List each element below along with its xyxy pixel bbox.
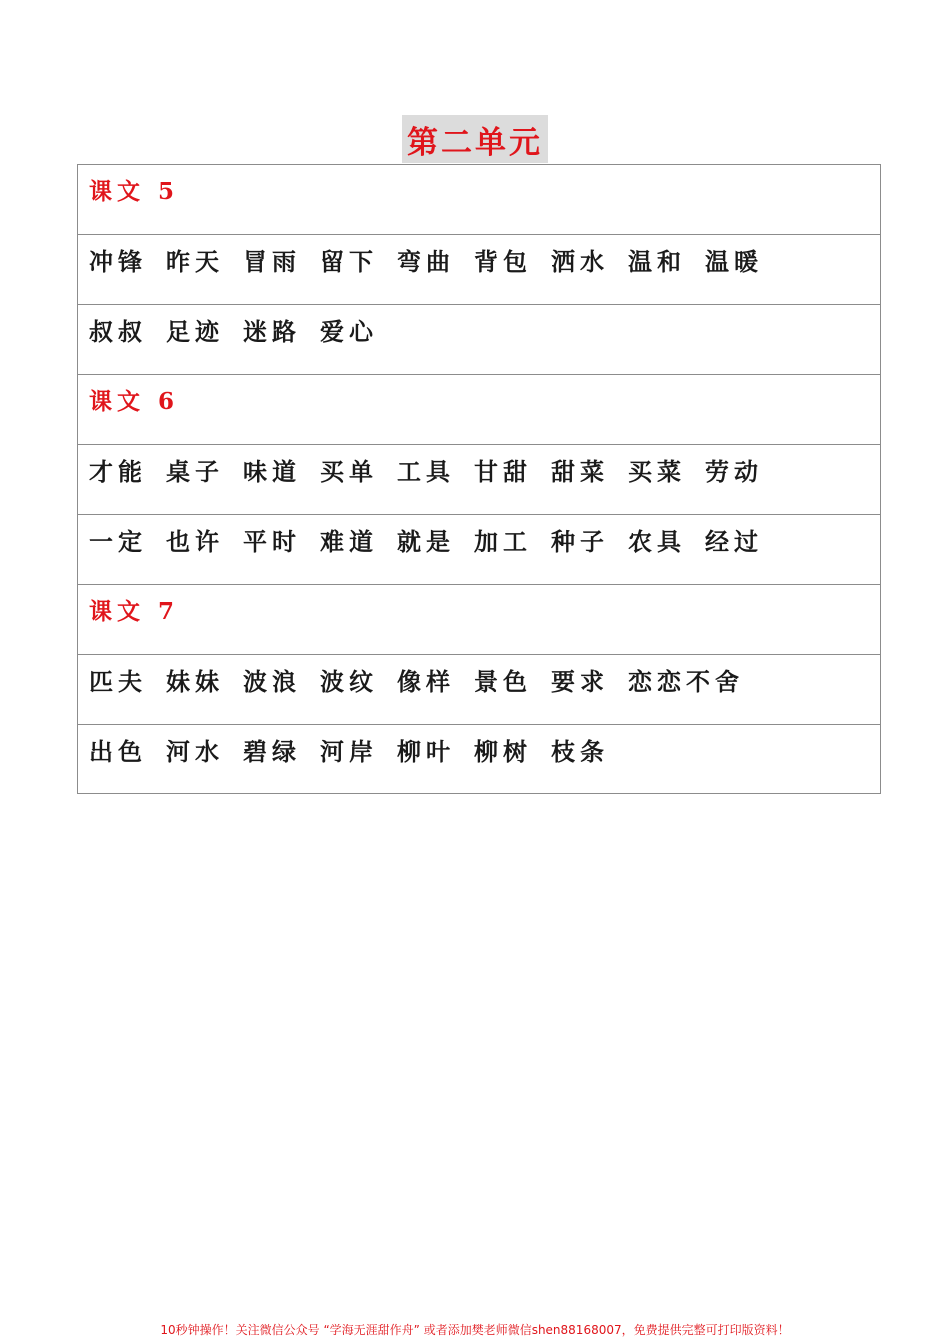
word-list xyxy=(89,247,782,277)
word: 味道 xyxy=(243,458,301,486)
footer-promo-text: 10秒钟操作！关注微信公众号 “学海无涯甜作舟” 或者添加樊老师微信shen88168007，免费提供完整可打印版资料！ xyxy=(160,1323,790,1337)
word: 要求 xyxy=(551,668,609,696)
word: 一定 xyxy=(89,528,147,556)
word: 昨天 xyxy=(166,248,224,276)
word: 温暖 xyxy=(705,248,763,276)
lesson-label: 课文 7 xyxy=(89,598,180,625)
word: 迷路 xyxy=(243,318,301,346)
word: 爱心 xyxy=(320,318,378,346)
word-list xyxy=(89,667,763,697)
word-list xyxy=(89,457,782,487)
word: 恋恋不舍 xyxy=(628,668,744,696)
word: 足迹 xyxy=(166,318,224,346)
word-list xyxy=(89,737,628,767)
word: 买菜 xyxy=(628,458,686,486)
word: 枝条 xyxy=(551,738,609,766)
word: 河岸 xyxy=(320,738,378,766)
unit-title-box xyxy=(402,115,548,163)
word-row xyxy=(78,655,880,725)
word: 洒水 xyxy=(551,248,609,276)
word: 波浪 xyxy=(243,668,301,696)
lesson-label: 课文 6 xyxy=(89,388,180,415)
word: 平时 xyxy=(243,528,301,556)
word: 甜菜 xyxy=(551,458,609,486)
word: 就是 xyxy=(397,528,455,556)
word-row xyxy=(78,725,880,795)
word: 冲锋 xyxy=(89,248,147,276)
word: 弯曲 xyxy=(397,248,455,276)
lesson-header-row xyxy=(78,585,880,655)
word: 背包 xyxy=(474,248,532,276)
word: 也许 xyxy=(166,528,224,556)
word: 出色 xyxy=(89,738,147,766)
word: 妹妹 xyxy=(166,668,224,696)
word: 劳动 xyxy=(705,458,763,486)
word: 难道 xyxy=(320,528,378,556)
word: 工具 xyxy=(397,458,455,486)
word: 留下 xyxy=(320,248,378,276)
word: 像样 xyxy=(397,668,455,696)
word: 碧绿 xyxy=(243,738,301,766)
word: 温和 xyxy=(628,248,686,276)
word: 加工 xyxy=(474,528,532,556)
word: 经过 xyxy=(705,528,763,556)
unit-title: 第二单元 xyxy=(407,124,543,161)
word: 种子 xyxy=(551,528,609,556)
word-row xyxy=(78,235,880,305)
word-row xyxy=(78,305,880,375)
word: 匹夫 xyxy=(89,668,147,696)
word: 柳树 xyxy=(474,738,532,766)
word: 甘甜 xyxy=(474,458,532,486)
word: 柳叶 xyxy=(397,738,455,766)
word: 冒雨 xyxy=(243,248,301,276)
word: 河水 xyxy=(166,738,224,766)
lesson-label: 课文 5 xyxy=(89,178,180,205)
lesson-header-row xyxy=(78,165,880,235)
word: 桌子 xyxy=(166,458,224,486)
word: 波纹 xyxy=(320,668,378,696)
word-list xyxy=(89,527,782,557)
word-list xyxy=(89,317,397,347)
vocabulary-table xyxy=(77,164,881,794)
word: 景色 xyxy=(474,668,532,696)
word: 农具 xyxy=(628,528,686,556)
word: 叔叔 xyxy=(89,318,147,346)
word: 买单 xyxy=(320,458,378,486)
word: 才能 xyxy=(89,458,147,486)
lesson-header-row xyxy=(78,375,880,445)
word-row xyxy=(78,445,880,515)
word-row xyxy=(78,515,880,585)
